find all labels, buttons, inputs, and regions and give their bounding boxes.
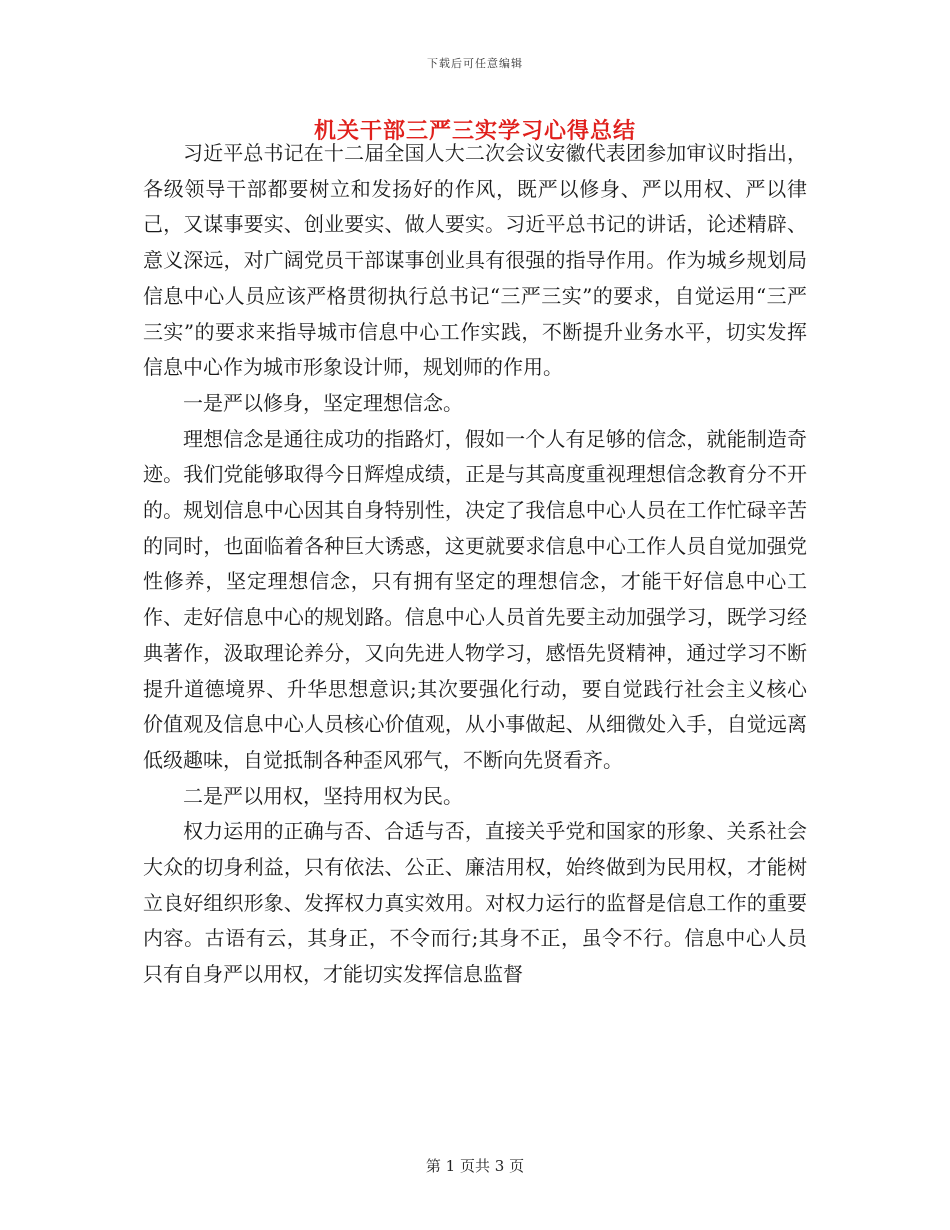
document-title: 机关干部三严三实学习心得总结 <box>313 118 636 144</box>
section-heading: 一是严以修身，坚定理想信念。 <box>183 390 463 415</box>
page-number: 第 1 页共 3 页 <box>425 1157 525 1175</box>
paragraph: 权力运用的正确与否、合适与否，直接关乎党和国家的形象、关系社会大众的切身利益，只有依法、公正、廉洁用权，始终做到为民用权，才能树立良好组织形象、发挥权力真实效用。对权力运行的监督是信息工作的重要内容。古语有云，其身正，不令而行;其身不正，虽令不行。信息中心人员只有自身严以用权，才能切实发挥信息监督 <box>143 819 807 987</box>
section-heading: 二是严以用权，坚持用权为民。 <box>183 783 463 808</box>
header-note: 下载后可任意编辑 <box>427 57 523 70</box>
document-body <box>143 136 807 993</box>
paragraph: 理想信念是通往成功的指路灯，假如一个人有足够的信念，就能制造奇迹。我们党能够取得今日辉煌成绩，正是与其高度重视理想信念教育分不开的。规划信息中心因其自身特别性，决定了我信息中心人员在工作忙碌辛苦的同时，也面临着各种巨大诱惑，这更就要求信息中心工作人员自觉加强党性修养，坚定理想信念，只有拥有坚定的理想信念，才能干好信息中心工作、走好信息中心的规划路。信息中心人员首先要主动加强学习，既学习经典著作，汲取理论养分，又向先进人物学习，感悟先贤精神，通过学习不断提升道德境界、升华思想意识;其次要强化行动，要自觉践行社会主义核心价值观及信息中心人员核心价值观，从小事做起、从细微处入手，自觉远离低级趣味，自觉抵制各种歪风邪气，不断向先贤看齐。 <box>143 426 807 772</box>
paragraph: 习近平总书记在十二届全国人大二次会议安徽代表团参加审议时指出，各级领导干部都要树立和发扬好的作风，既严以修身、严以用权、严以律己，又谋事要实、创业要实、做人要实。习近平总书记的讲话，论述精辟、意义深远，对广阔党员干部谋事创业具有很强的指导作用。作为城乡规划局信息中心人员应该严格贯彻执行总书记“三严三实”的要求，自觉运用“三严三实”的要求来指导城市信息中心工作实践，不断提升业务水平，切实发挥信息中心作为城市形象设计师，规划师的作用。 <box>143 141 807 380</box>
